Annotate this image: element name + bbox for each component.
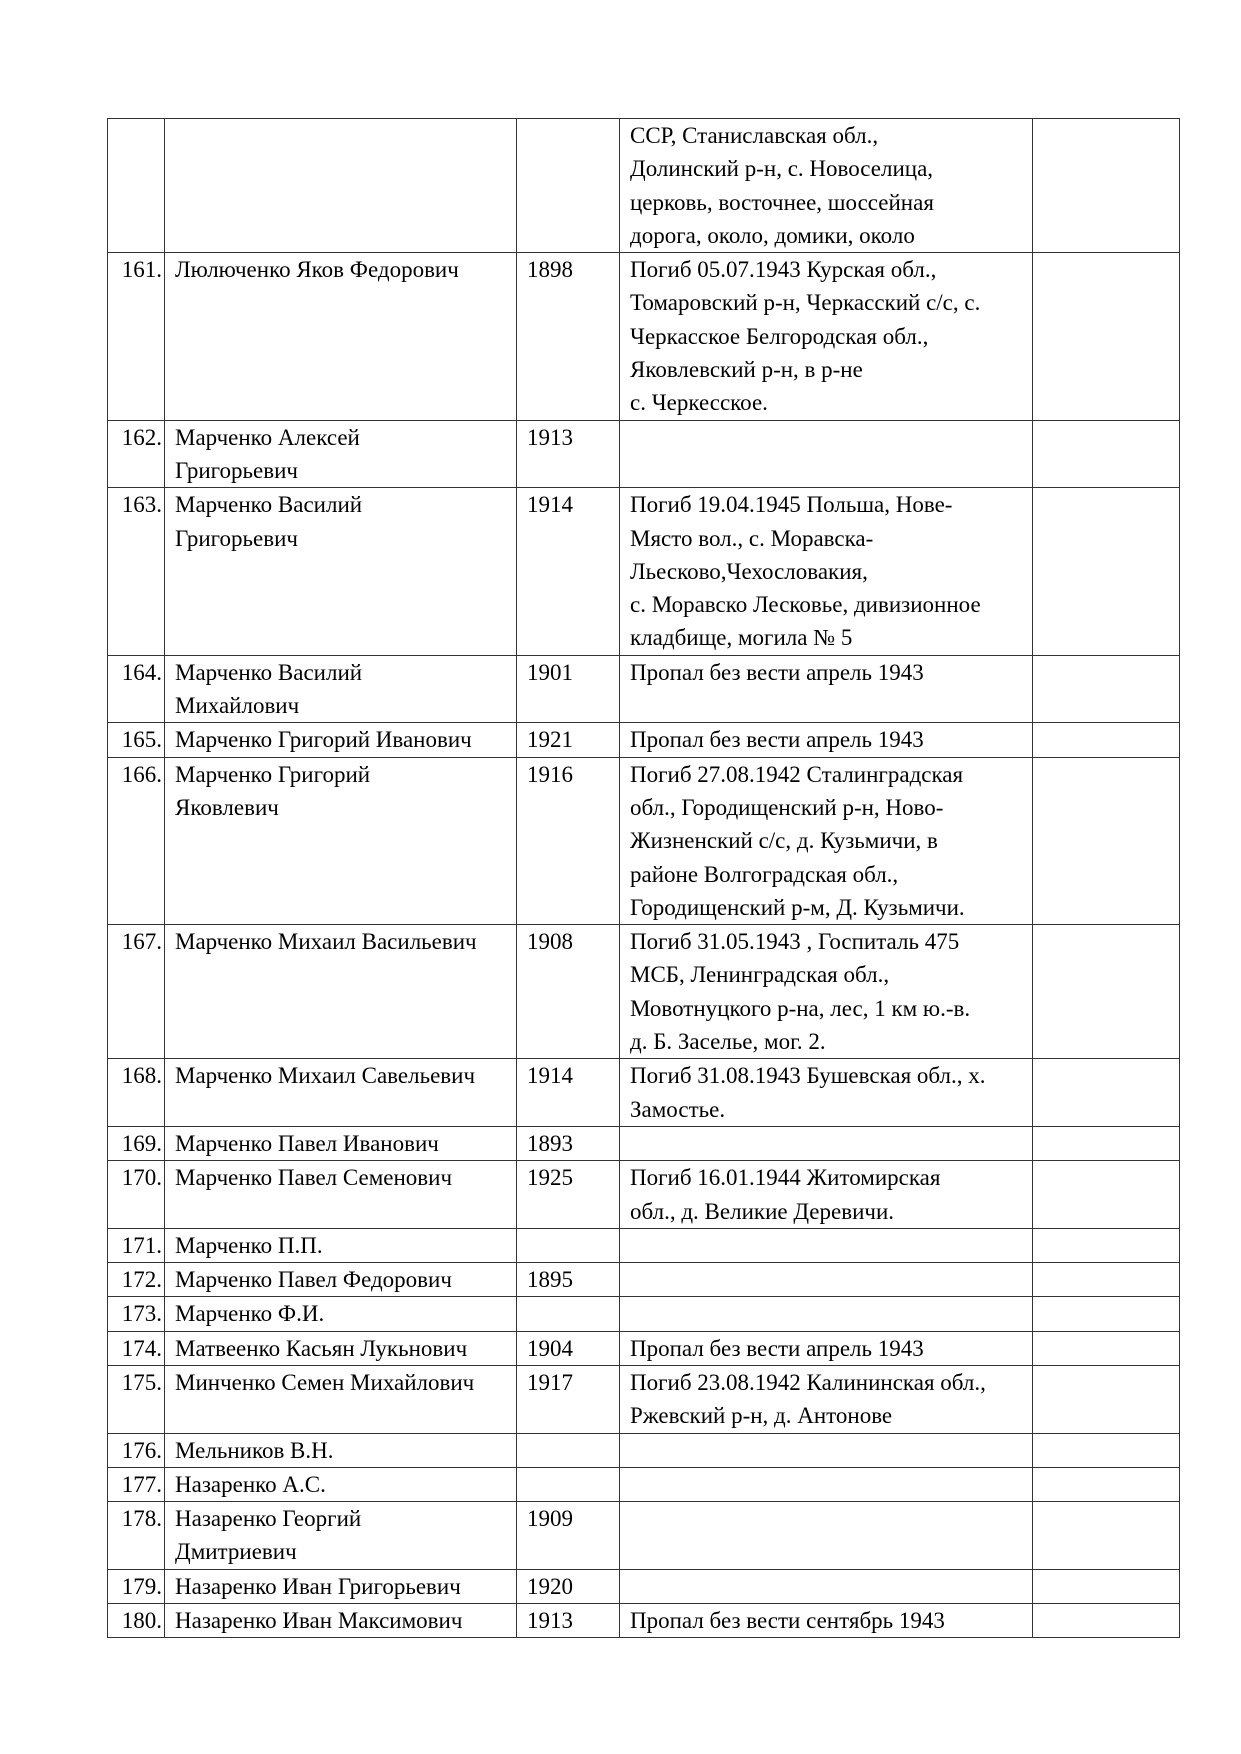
fate-details <box>620 420 1033 488</box>
table-row <box>108 1502 1180 1570</box>
casualty-table <box>107 118 1180 1638</box>
birth-year: 1916 <box>517 757 620 924</box>
person-name: Минченко Семен Михайлович <box>165 1365 517 1433</box>
row-number: 180. <box>108 1604 165 1638</box>
fate-details: Пропал без вести апрель 1943 <box>620 655 1033 723</box>
fate-details: Погиб 27.08.1942 Сталинградская обл., Городищенский р-н, Ново- Жизненский с/с, д. Кузьмичи, в районе Волгоградская обл., Городищенский р-м, Д. Кузьмичи. <box>620 757 1033 924</box>
note-cell <box>1033 1228 1180 1262</box>
table-row <box>108 1297 1180 1331</box>
fate-details: Погиб 23.08.1942 Калининская обл., Ржевский р-н, д. Антонове <box>620 1365 1033 1433</box>
fate-details <box>620 1126 1033 1160</box>
person-name: Марченко Алексей Григорьевич <box>165 420 517 488</box>
row-number: 176. <box>108 1433 165 1467</box>
row-number: 171. <box>108 1228 165 1262</box>
table-row <box>108 1433 1180 1467</box>
fate-details: ССР, Станиславская обл., Долинский р-н, с. Новоселица, церковь, восточнее, шоссейная дорога, около, домики, около <box>620 119 1033 253</box>
table-row <box>108 1569 1180 1603</box>
note-cell <box>1033 757 1180 924</box>
row-number: 168. <box>108 1059 165 1127</box>
fate-details: Погиб 05.07.1943 Курская обл., Томаровский р-н, Черкасский с/с, с. Черкасское Белгородская обл., Яковлевский р-н, в р-не с. Черкесское. <box>620 253 1033 420</box>
row-number: 170. <box>108 1161 165 1229</box>
table-row <box>108 723 1180 757</box>
note-cell <box>1033 1263 1180 1297</box>
person-name: Люлюченко Яков Федорович <box>165 253 517 420</box>
row-number: 179. <box>108 1569 165 1603</box>
birth-year: 1921 <box>517 723 620 757</box>
birth-year <box>517 1297 620 1331</box>
note-cell <box>1033 420 1180 488</box>
row-number: 165. <box>108 723 165 757</box>
fate-details <box>620 1228 1033 1262</box>
birth-year <box>517 119 620 253</box>
birth-year: 1901 <box>517 655 620 723</box>
row-number: 175. <box>108 1365 165 1433</box>
fate-details <box>620 1467 1033 1501</box>
birth-year: 1898 <box>517 253 620 420</box>
note-cell <box>1033 488 1180 655</box>
table-row <box>108 1365 1180 1433</box>
row-number: 164. <box>108 655 165 723</box>
person-name: Матвеенко Касьян Лукьнович <box>165 1331 517 1365</box>
row-number: 174. <box>108 1331 165 1365</box>
table-row <box>108 1604 1180 1638</box>
birth-year: 1908 <box>517 925 620 1059</box>
row-number <box>108 119 165 253</box>
table-row <box>108 1331 1180 1365</box>
note-cell <box>1033 253 1180 420</box>
birth-year: 1895 <box>517 1263 620 1297</box>
note-cell <box>1033 1433 1180 1467</box>
table-row <box>108 1126 1180 1160</box>
birth-year <box>517 1467 620 1501</box>
birth-year: 1920 <box>517 1569 620 1603</box>
row-number: 169. <box>108 1126 165 1160</box>
note-cell <box>1033 1365 1180 1433</box>
fate-details <box>620 1569 1033 1603</box>
person-name: Назаренко А.С. <box>165 1467 517 1501</box>
note-cell <box>1033 1569 1180 1603</box>
table-row <box>108 253 1180 420</box>
note-cell <box>1033 655 1180 723</box>
row-number: 173. <box>108 1297 165 1331</box>
person-name: Мельников В.Н. <box>165 1433 517 1467</box>
row-number: 167. <box>108 925 165 1059</box>
fate-details: Пропал без вести апрель 1943 <box>620 723 1033 757</box>
table-row <box>108 1228 1180 1262</box>
table-row <box>108 1161 1180 1229</box>
person-name: Марченко П.П. <box>165 1228 517 1262</box>
table-row <box>108 1467 1180 1501</box>
person-name: Марченко Григорий Яковлевич <box>165 757 517 924</box>
birth-year: 1909 <box>517 1502 620 1570</box>
table-row <box>108 1263 1180 1297</box>
fate-details: Погиб 31.05.1943 , Госпиталь 475 МСБ, Ленинградская обл., Мовотнуцкого р-на, лес, 1 км ю.-в. д. Б. Заселье, мог. 2. <box>620 925 1033 1059</box>
fate-details: Погиб 31.08.1943 Бушевская обл., х. Замостье. <box>620 1059 1033 1127</box>
row-number: 178. <box>108 1502 165 1570</box>
person-name: Назаренко Иван Григорьевич <box>165 1569 517 1603</box>
person-name <box>165 119 517 253</box>
table-row <box>108 1059 1180 1127</box>
fate-details <box>620 1297 1033 1331</box>
row-number: 161. <box>108 253 165 420</box>
note-cell <box>1033 1331 1180 1365</box>
birth-year: 1914 <box>517 1059 620 1127</box>
note-cell <box>1033 119 1180 253</box>
person-name: Марченко Михаил Васильевич <box>165 925 517 1059</box>
birth-year <box>517 1228 620 1262</box>
birth-year: 1917 <box>517 1365 620 1433</box>
row-number: 166. <box>108 757 165 924</box>
note-cell <box>1033 925 1180 1059</box>
row-number: 162. <box>108 420 165 488</box>
table-body <box>108 119 1180 1638</box>
person-name: Марченко Павел Иванович <box>165 1126 517 1160</box>
table-row <box>108 925 1180 1059</box>
fate-details <box>620 1502 1033 1570</box>
note-cell <box>1033 1059 1180 1127</box>
note-cell <box>1033 1161 1180 1229</box>
note-cell <box>1033 1297 1180 1331</box>
row-number: 177. <box>108 1467 165 1501</box>
birth-year: 1904 <box>517 1331 620 1365</box>
table-row <box>108 119 1180 253</box>
birth-year: 1925 <box>517 1161 620 1229</box>
table-row <box>108 757 1180 924</box>
note-cell <box>1033 1502 1180 1570</box>
fate-details: Пропал без вести апрель 1943 <box>620 1331 1033 1365</box>
row-number: 172. <box>108 1263 165 1297</box>
note-cell <box>1033 1604 1180 1638</box>
person-name: Назаренко Иван Максимович <box>165 1604 517 1638</box>
person-name: Марченко Василий Григорьевич <box>165 488 517 655</box>
birth-year: 1914 <box>517 488 620 655</box>
fate-details: Погиб 16.01.1944 Житомирская обл., д. Великие Деревичи. <box>620 1161 1033 1229</box>
person-name: Марченко Михаил Савельевич <box>165 1059 517 1127</box>
person-name: Назаренко Георгий Дмитриевич <box>165 1502 517 1570</box>
table-row <box>108 655 1180 723</box>
birth-year: 1913 <box>517 420 620 488</box>
person-name: Марченко Павел Семенович <box>165 1161 517 1229</box>
fate-details <box>620 1433 1033 1467</box>
fate-details: Погиб 19.04.1945 Польша, Нове- Място вол., с. Моравска- Льесково,Чехословакия, с. Моравско Лесковье, дивизионное кладбище, могила № 5 <box>620 488 1033 655</box>
note-cell <box>1033 1467 1180 1501</box>
person-name: Марченко Ф.И. <box>165 1297 517 1331</box>
table-row <box>108 488 1180 655</box>
row-number: 163. <box>108 488 165 655</box>
note-cell <box>1033 723 1180 757</box>
person-name: Марченко Василий Михайлович <box>165 655 517 723</box>
person-name: Марченко Павел Федорович <box>165 1263 517 1297</box>
fate-details <box>620 1263 1033 1297</box>
note-cell <box>1033 1126 1180 1160</box>
table-row <box>108 420 1180 488</box>
fate-details: Пропал без вести сентябрь 1943 <box>620 1604 1033 1638</box>
birth-year: 1913 <box>517 1604 620 1638</box>
birth-year: 1893 <box>517 1126 620 1160</box>
person-name: Марченко Григорий Иванович <box>165 723 517 757</box>
birth-year <box>517 1433 620 1467</box>
